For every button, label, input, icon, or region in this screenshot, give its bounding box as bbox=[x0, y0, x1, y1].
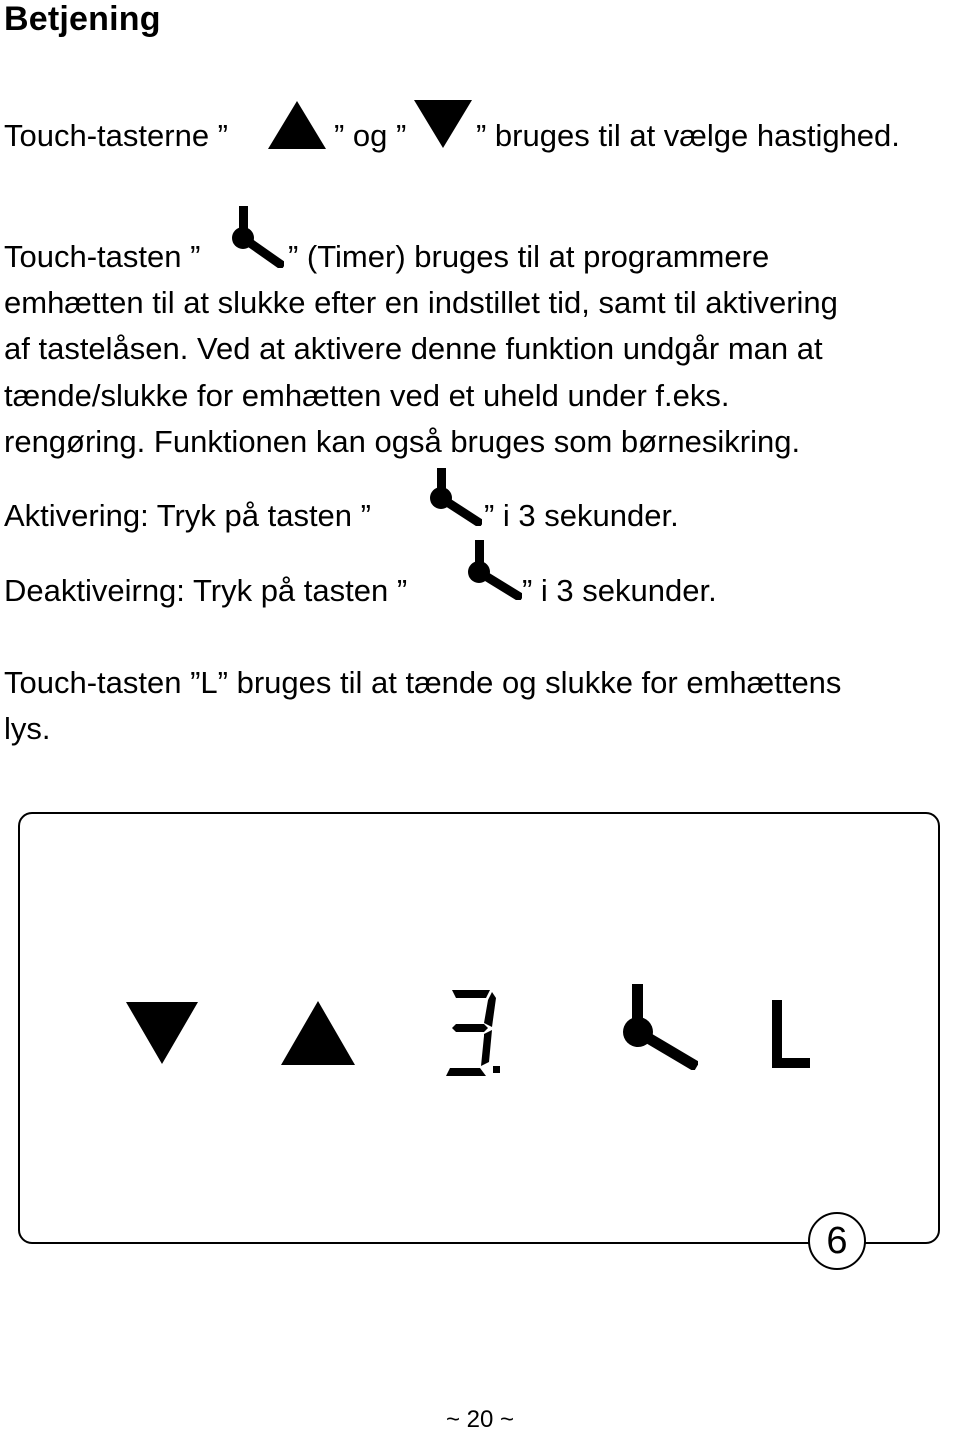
arrow-down-icon bbox=[414, 100, 472, 148]
timer-clock-icon bbox=[228, 206, 284, 268]
timer-text-b: ” (Timer) bruges til at programmere bbox=[288, 239, 770, 274]
timer-line1b-wrap bbox=[288, 237, 769, 277]
page-number: ~ 20 ~ bbox=[445, 1406, 515, 1433]
light-key[interactable] bbox=[772, 1000, 812, 1070]
arrow-up-icon bbox=[268, 101, 326, 149]
timer-clock-icon bbox=[464, 540, 522, 600]
timer-text-a: Touch-tasten ” bbox=[4, 239, 201, 274]
arrow-up-icon[interactable] bbox=[281, 1001, 355, 1065]
callout-badge: 6 bbox=[808, 1212, 866, 1270]
timer-line1a-wrap bbox=[4, 237, 200, 277]
speed-text-a: Touch-tasterne ” bbox=[4, 118, 228, 153]
speed-instruction bbox=[4, 116, 228, 156]
activation-text-b: ” i 3 sekunder. bbox=[484, 498, 679, 533]
deactivation-text-b: ” i 3 sekunder. bbox=[522, 573, 717, 608]
arrow-down-icon[interactable] bbox=[126, 1002, 198, 1064]
deactivation-b-wrap bbox=[522, 571, 717, 611]
light-line2: lys. bbox=[4, 711, 51, 746]
light-line1: Touch-tasten ”L” bruges til at tænde og slukke for emhættens bbox=[4, 665, 842, 700]
timer-line5: rengøring. Funktionen kan også bruges som børnesikring. bbox=[4, 424, 801, 459]
deactivation-a-wrap bbox=[4, 571, 407, 611]
speed-text-b: ” og ” bbox=[334, 118, 407, 153]
speed-text-c-wrap bbox=[476, 116, 900, 156]
speed-text-b-wrap bbox=[334, 116, 406, 156]
timer-line3: af tastelåsen. Ved at aktivere denne funktion undgår man at bbox=[4, 331, 823, 366]
timer-clock-icon[interactable] bbox=[622, 984, 698, 1070]
timer-clock-icon bbox=[426, 468, 482, 526]
display-digit bbox=[446, 990, 502, 1076]
activation-b-wrap bbox=[484, 496, 679, 536]
timer-line2: emhætten til at slukke efter en indstillet tid, samt til aktivering bbox=[4, 285, 838, 320]
page-heading: Betjening bbox=[4, 0, 161, 38]
deactivation-text-a: Deaktiveirng: Tryk på tasten ” bbox=[4, 573, 408, 608]
activation-text-a: Aktivering: Tryk på tasten ” bbox=[4, 498, 371, 533]
timer-line4: tænde/slukke for emhætten ved et uheld under f.eks. bbox=[4, 378, 730, 413]
activation-a-wrap bbox=[4, 496, 371, 536]
speed-text-c: ” bruges til at vælge hastighed. bbox=[476, 118, 900, 153]
